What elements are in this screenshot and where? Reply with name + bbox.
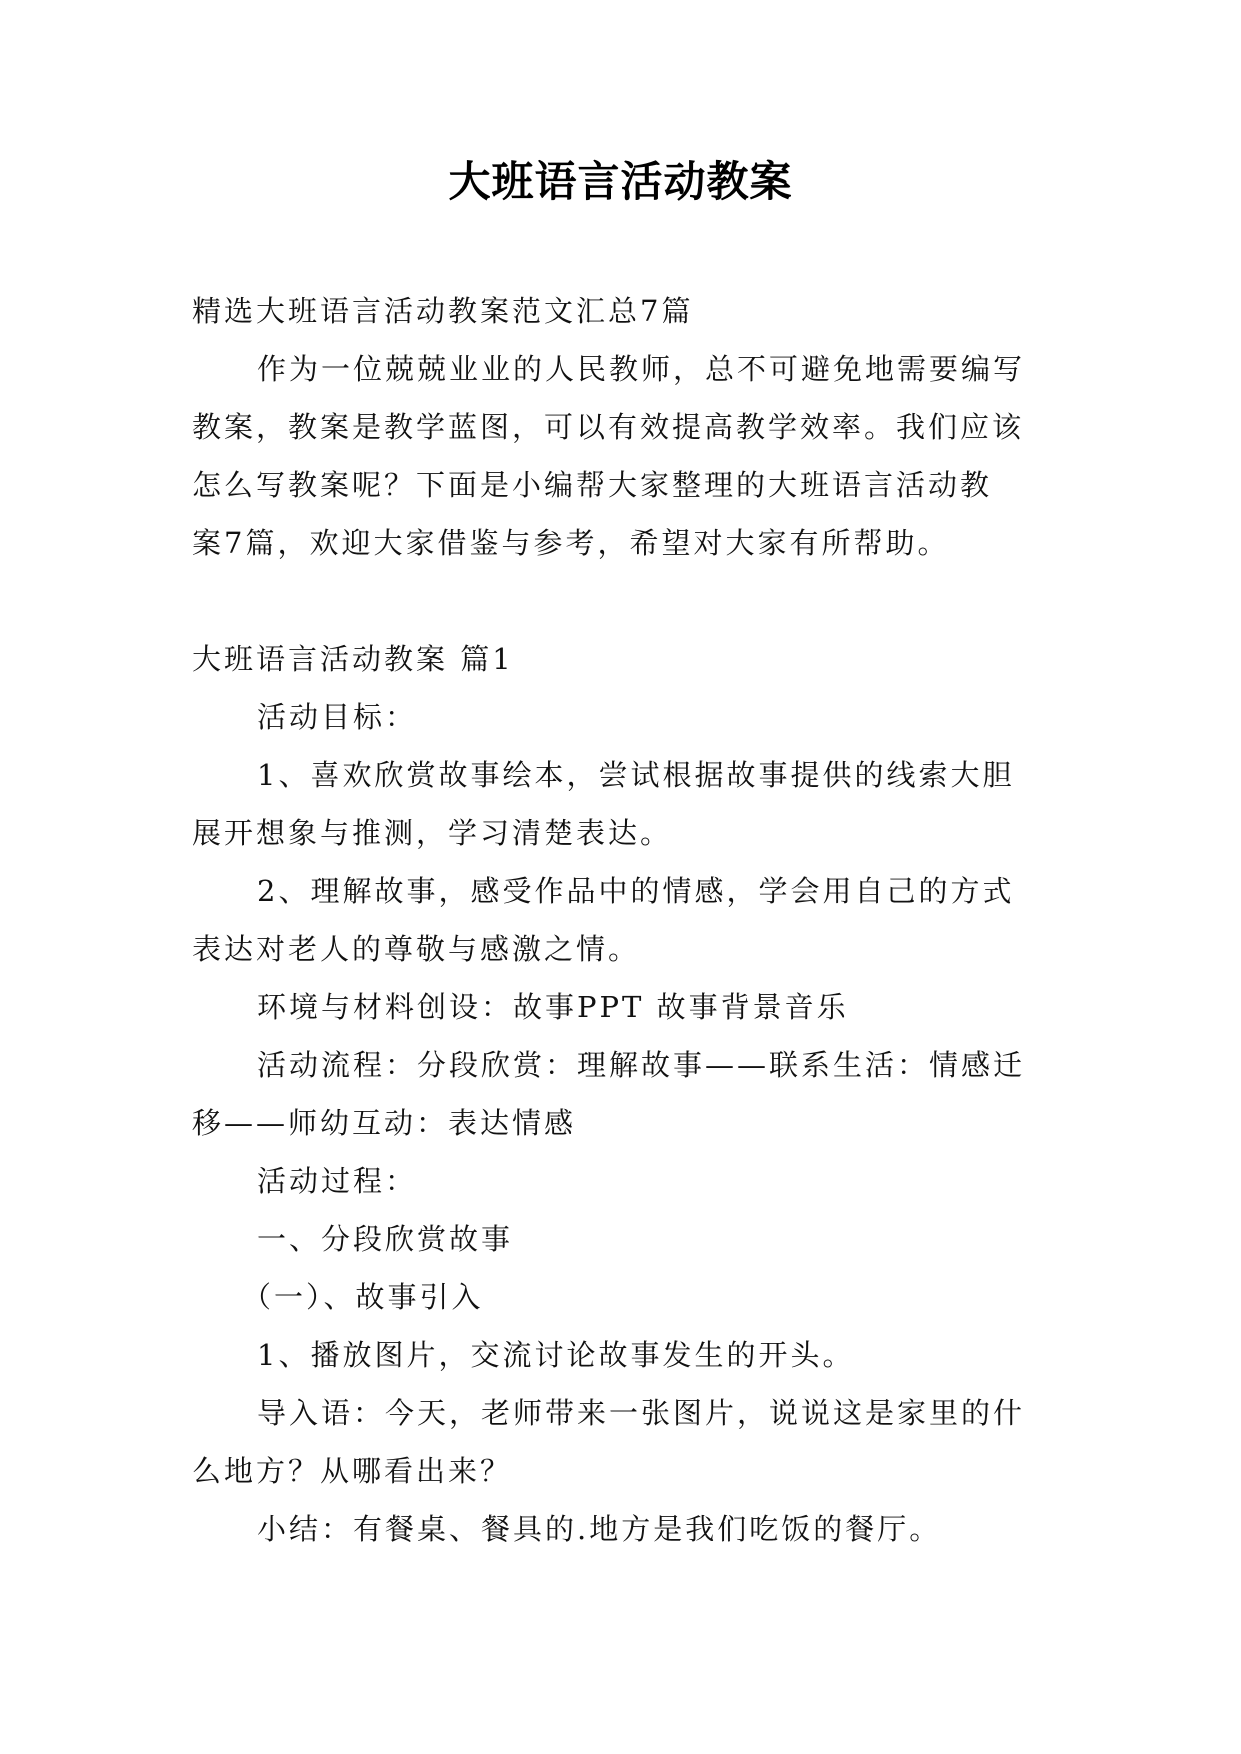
intro-line: 作为一位兢兢业业的人民教师，总不可避免地需要编写 bbox=[257, 352, 1026, 386]
text-line: 2、理解故事，感受作品中的情感，学会用自己的方式 bbox=[257, 874, 1015, 908]
text-line: 活动过程： bbox=[257, 1164, 418, 1198]
text-line: 环境与材料创设：故事PPT 故事背景音乐 bbox=[257, 990, 849, 1024]
section-block bbox=[192, 630, 1050, 1558]
intro-block bbox=[192, 282, 1050, 572]
text-line: 1、播放图片，交流讨论故事发生的开头。 bbox=[257, 1338, 855, 1372]
text-line: 么地方？从哪看出来？ bbox=[192, 1454, 513, 1488]
text-line: 活动流程：分段欣赏：理解故事——联系生活：情感迁 bbox=[257, 1048, 1026, 1082]
text-line: （一）、故事引入 bbox=[242, 1280, 484, 1314]
intro-line: 案7篇，欢迎大家借鉴与参考，希望对大家有所帮助。 bbox=[192, 526, 950, 560]
section-heading: 大班语言活动教案 篇1 bbox=[192, 642, 514, 676]
text-line: 1、喜欢欣赏故事绘本，尝试根据故事提供的线索大胆 bbox=[257, 758, 1015, 792]
intro-line: 教案，教案是教学蓝图，可以有效提高教学效率。我们应该 bbox=[192, 410, 1025, 444]
document-subtitle: 精选大班语言活动教案范文汇总7篇 bbox=[192, 294, 694, 328]
document-title: 大班语言活动教案 bbox=[448, 157, 793, 206]
intro-line: 怎么写教案呢？下面是小编帮大家整理的大班语言活动教 bbox=[192, 468, 993, 502]
text-line: 表达对老人的尊敬与感激之情。 bbox=[192, 932, 641, 966]
text-line: 展开想象与推测，学习清楚表达。 bbox=[192, 816, 673, 850]
text-line: 活动目标： bbox=[257, 700, 418, 734]
text-line: 一、分段欣赏故事 bbox=[257, 1222, 514, 1256]
text-line: 移——师幼互动：表达情感 bbox=[192, 1106, 577, 1140]
text-line: 小结：有餐桌、餐具的.地方是我们吃饭的餐厅。 bbox=[257, 1512, 942, 1546]
text-line: 导入语：今天，老师带来一张图片，说说这是家里的什 bbox=[257, 1396, 1026, 1430]
